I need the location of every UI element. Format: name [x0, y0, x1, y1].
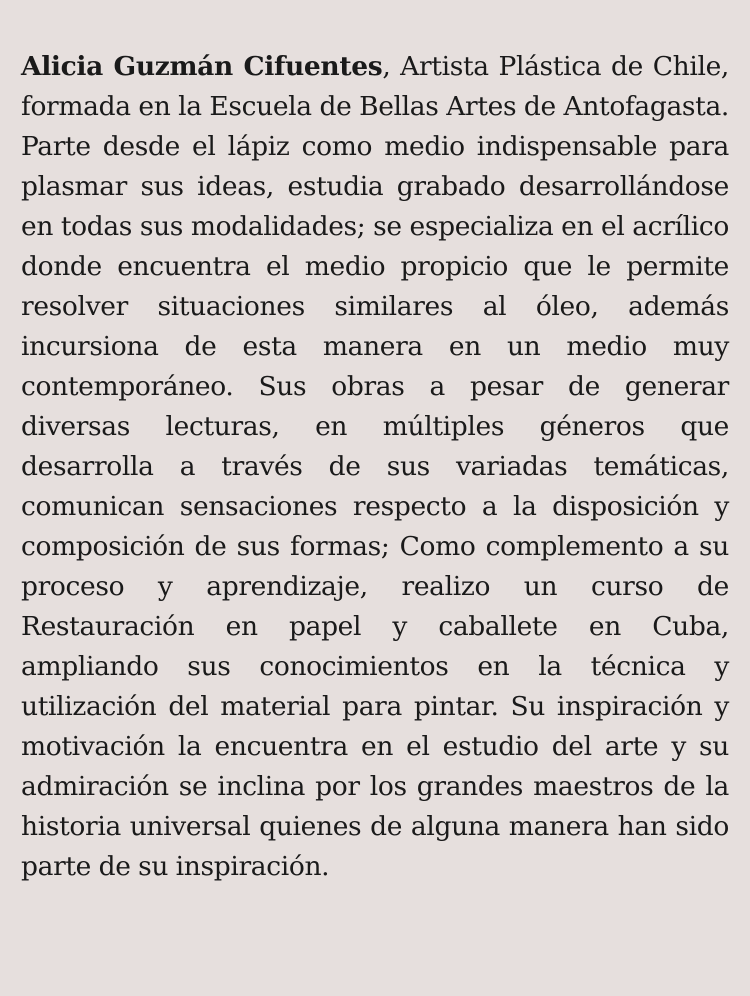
artist-name: Alicia Guzmán Cifuentes	[21, 51, 383, 82]
artist-bio-paragraph	[21, 47, 729, 887]
bio-text: , Artista Plástica de Chile, formada en la Escuela de Bellas Artes de Antofagasta. Parte desde el lápiz como medio indispensable para plasmar sus ideas, estudia grabado desarrollándose en todas sus modalidades; se especializa en el acrílico donde encuentra el medio propicio que le permite resolver situaciones similares al óleo, además incursiona de esta manera en un medio muy contemporáneo. Sus obras a pesar de generar diversas lecturas, en múltiples géneros que desarrolla a través de sus variadas temáticas, comunican sensaciones respecto a la disposición y composición de sus formas; Como complemento a su proceso y aprendizaje, realizo un curso de Restauración en papel y caballete en Cuba, ampliando sus conocimientos en la técnica y utilización del material para pintar. Su inspiración y motivación la encuentra en el estudio del arte y su admiración se inclina por los grandes maestros de la historia universal quienes de alguna manera han sido parte de su inspiración.	[21, 51, 729, 882]
